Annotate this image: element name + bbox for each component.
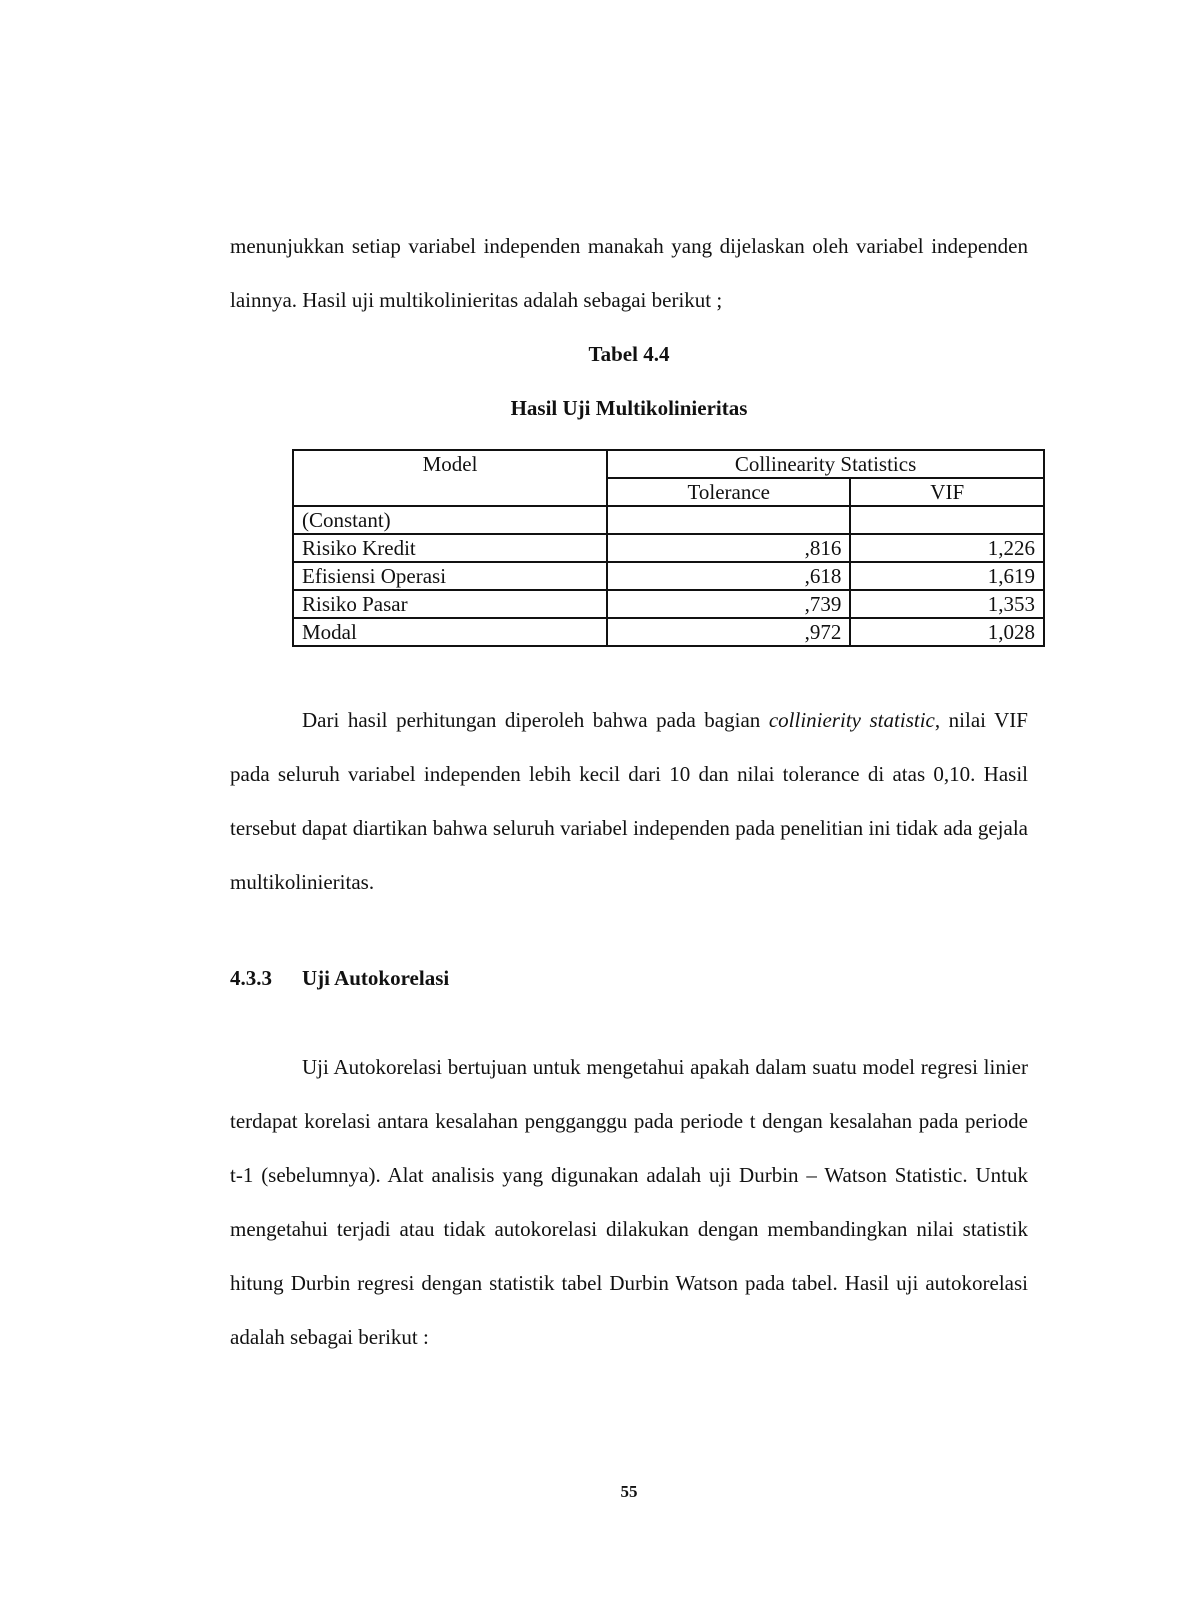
paragraph-autocorrelation: Uji Autokorelasi bertujuan untuk mengetahui apakah dalam suatu model regresi linier terdapat korelasi antara kesalahan pengganggu pada periode t dengan kesalahan pada periode t-1 (sebelumnya). Alat analisis yang digunakan adalah uji Durbin – Watson Statistic. Untuk mengetahui terjadi atau tidak autokorelasi dilakukan dengan membandingkan nilai statistik hitung Durbin regresi dengan statistik tabel Durbin Watson pada tabel. Hasil uji autokorelasi adalah sebagai berikut : — [230, 1055, 1028, 1349]
paragraph-collinearity-result — [230, 693, 1028, 909]
cell-tolerance: ,739 — [607, 590, 850, 618]
cell-model: Modal — [293, 618, 607, 646]
table-caption-number: Tabel 4.4 — [588, 342, 670, 366]
cell-vif: 1,353 — [850, 590, 1044, 618]
paragraph-text: Dari hasil perhitungan diperoleh bahwa pada bagian — [302, 708, 769, 732]
cell-model: Efisiensi Operasi — [293, 562, 607, 590]
cell-tolerance: ,816 — [607, 534, 850, 562]
cell-tolerance: ,972 — [607, 618, 850, 646]
multicollinearity-table — [292, 449, 1045, 647]
table-caption-title: Hasil Uji Multikolinieritas — [510, 396, 748, 420]
paragraph-text: , nilai VIF pada seluruh variabel independen lebih kecil dari 10 dan nilai tolerance di atas 0,10. Hasil tersebut dapat diartikan bahwa seluruh variabel independen pada penelitian ini tidak ada gejala multikolinieritas. — [230, 708, 1028, 894]
cell-vif: 1,619 — [850, 562, 1044, 590]
cell-vif: 1,028 — [850, 618, 1044, 646]
table-row — [293, 506, 1044, 534]
cell-tolerance: ,618 — [607, 562, 850, 590]
cell-model: Risiko Kredit — [293, 534, 607, 562]
page-number: 55 — [620, 1482, 638, 1501]
table-row — [293, 590, 1044, 618]
cell-model: (Constant) — [293, 506, 607, 534]
section-heading — [230, 966, 449, 991]
italic-term: collinierity statistic — [768, 708, 935, 732]
table-row — [293, 534, 1044, 562]
table-row — [293, 562, 1044, 590]
section-title: Uji Autokorelasi — [302, 966, 450, 990]
section-number: 4.3.3 — [230, 966, 272, 990]
header-vif: VIF — [850, 478, 1044, 506]
cell-vif: 1,226 — [850, 534, 1044, 562]
paragraph-intro: menunjukkan setiap variabel independen manakah yang dijelaskan oleh variabel independen lainnya. Hasil uji multikolinieritas adalah sebagai berikut ; — [230, 234, 1028, 312]
header-model: Model — [293, 450, 607, 506]
table-row — [293, 618, 1044, 646]
header-collinearity-statistics: Collinearity Statistics — [607, 450, 1044, 478]
table-header-row — [293, 450, 1044, 478]
cell-model: Risiko Pasar — [293, 590, 607, 618]
cell-tolerance — [607, 506, 850, 534]
cell-vif — [850, 506, 1044, 534]
header-tolerance: Tolerance — [607, 478, 850, 506]
